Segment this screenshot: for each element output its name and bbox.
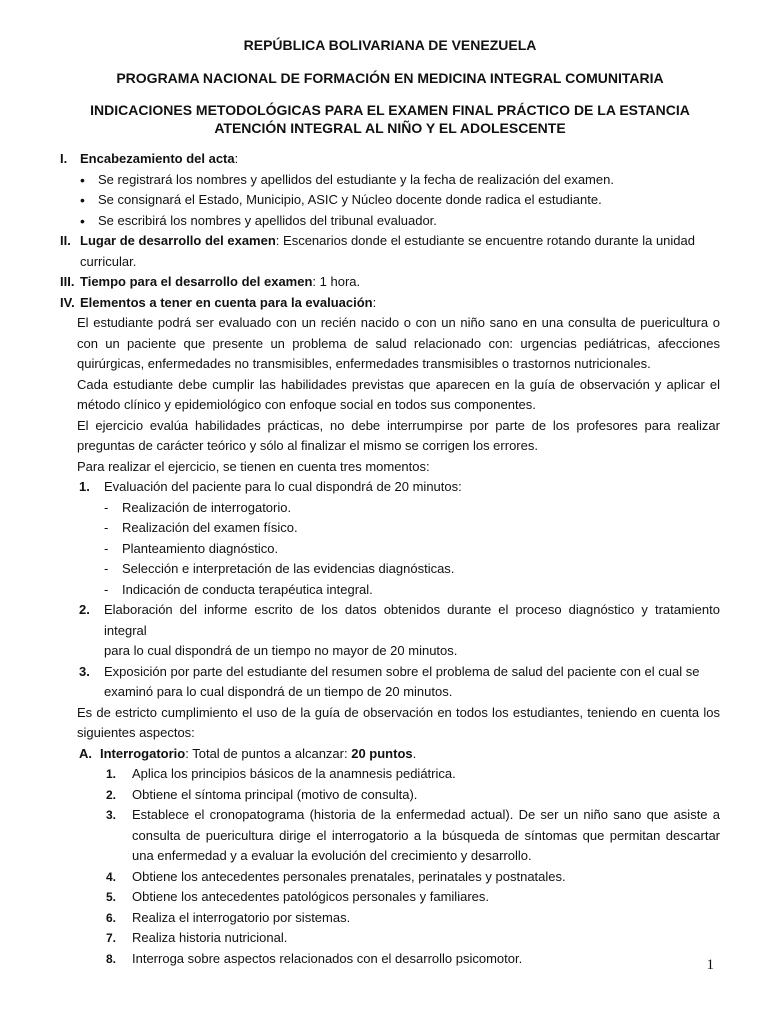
- item-text: Aplica los principios básicos de la anamnesis pediátrica.: [132, 766, 456, 781]
- item-text: Establece el cronopatograma (historia de la enfermedad actual). De ser un niño sano que asiste a consulta de puericultura dirige el interrogatorio a la búsqueda de síntomas que permitan descartar una enfermedad y a evaluar la evolución del crecimiento y desarrollo.: [132, 807, 720, 863]
- list-item: [60, 928, 720, 949]
- subsection-a-points: 20 puntos: [351, 745, 413, 761]
- list-item: [60, 908, 720, 929]
- dash-text: Planteamiento diagnóstico.: [122, 540, 279, 556]
- item-text: Interroga sobre aspectos relacionados con el desarrollo psicomotor.: [132, 950, 523, 966]
- subsection-a-letter: A.: [79, 745, 92, 761]
- dash-text: Selección e interpretación de las evidencias diagnósticas.: [122, 561, 455, 576]
- subsection-a: [60, 744, 720, 765]
- section-1-title: Encabezamiento del acta: [80, 151, 235, 166]
- section-4-suffix: :: [372, 294, 377, 310]
- item-text: Realiza historia nutricional.: [132, 930, 288, 945]
- list-item: [60, 887, 720, 908]
- section-2-text: : Escenarios donde el estudiante se encuentre rotando durante la unidad curricular.: [80, 233, 695, 269]
- item-number: 2.: [106, 787, 117, 802]
- list-item: [60, 785, 720, 806]
- bullet-item: • Se registrará los nombres y apellidos del estudiante y la fecha de realización del examen.: [60, 170, 720, 191]
- section-3: [60, 272, 720, 293]
- section-4-title: Elementos a tener en cuenta para la evaluación: [80, 294, 373, 310]
- section-4-number: IV.: [60, 294, 75, 310]
- step-item: [60, 477, 720, 498]
- dash-item: [60, 580, 720, 601]
- item-number: 1.: [106, 767, 117, 781]
- dash-mark: -: [104, 540, 109, 556]
- item-number: 8.: [106, 951, 117, 966]
- paragraph: Cada estudiante debe cumplir las habilidades previstas que aparecen en la guía de observación y aplicar el método clínico y epidemiológico con enfoque social en todos sus componentes.: [77, 376, 720, 412]
- paragraph: Es de estricto cumplimiento el uso de la guía de observación en todos los estudiantes, teniendo en cuenta los siguientes aspectos:: [77, 704, 720, 740]
- bullet-item: • Se escribirá los nombres y apellidos del tribunal evaluador.: [60, 211, 720, 232]
- dash-item: [60, 559, 720, 580]
- dash-mark: -: [104, 520, 109, 535]
- step-number: 3.: [79, 663, 90, 679]
- dash-item: [60, 518, 720, 539]
- section-1-number: I.: [60, 151, 68, 166]
- dash-text: Realización del examen físico.: [122, 520, 298, 535]
- list-item: [60, 764, 720, 785]
- paragraph: El estudiante podrá ser evaluado con un recién nacido o con un niño sano en una consulta de puericultura o con un paciente que presente un problema de salud relacionado con: urgencias pediátricas, afecciones quirúrgicas, enfermedades no transmisibles, enfermedades transmisibles o trastornos nutricionales.: [77, 315, 720, 371]
- section-3-text: : 1 hora.: [312, 274, 361, 289]
- step-text: Elaboración del informe escrito de los datos obtenidos durante el proceso diagnóstico y tratamiento integral: [104, 602, 720, 638]
- dash-item: [60, 498, 720, 519]
- item-number: 7.: [106, 931, 117, 945]
- list-item: [60, 949, 720, 970]
- step-text-continued: para lo cual dispondrá de un tiempo no mayor de 20 minutos.: [104, 643, 458, 658]
- dash-text: Realización de interrogatorio.: [122, 499, 292, 515]
- subsection-a-text: : Total de puntos a alcanzar:: [185, 745, 352, 761]
- step-text-continued: examinó para lo cual dispondrá de un tiempo de 20 minutos.: [104, 684, 453, 699]
- step-number: 2.: [79, 602, 90, 617]
- section-2-number: II.: [60, 233, 71, 248]
- section-3-title: Tiempo para el desarrollo del examen: [80, 274, 313, 289]
- item-number: 3.: [106, 808, 117, 822]
- header-title-line2: ATENCIÓN INTEGRAL AL NIÑO Y EL ADOLESCENTE: [214, 120, 566, 136]
- item-number: 5.: [106, 890, 117, 904]
- header-country: REPÚBLICA BOLIVARIANA DE VENEZUELA: [243, 37, 537, 53]
- subsection-a-end: .: [412, 745, 417, 761]
- step-text: Evaluación del paciente para lo cual dispondrá de 20 minutos:: [104, 479, 462, 494]
- step-number: 1.: [79, 479, 90, 494]
- dash-mark: -: [104, 499, 109, 515]
- dash-mark: -: [104, 561, 109, 576]
- header-program: PROGRAMA NACIONAL DE FORMACIÓN EN MEDICINA INTEGRAL COMUNITARIA: [116, 70, 664, 86]
- step-item: [60, 600, 720, 662]
- step-item: [60, 662, 720, 703]
- header-title-line1: INDICACIONES METODOLÓGICAS PARA EL EXAMEN FINAL PRÁCTICO DE LA ESTANCIA: [90, 102, 690, 118]
- section-1: [60, 149, 720, 170]
- paragraph: Para realizar el ejercicio, se tienen en cuenta tres momentos:: [77, 458, 430, 474]
- section-1-suffix: :: [234, 151, 239, 166]
- dash-mark: -: [104, 581, 109, 597]
- list-item: [60, 867, 720, 888]
- section-2: [60, 231, 720, 272]
- section-1-bullets: [60, 170, 720, 232]
- item-number: 6.: [106, 910, 117, 925]
- section-4: [60, 293, 720, 314]
- dash-text: Indicación de conducta terapéutica integral.: [122, 581, 373, 597]
- document-page: [60, 36, 720, 969]
- item-text: Obtiene los antecedentes personales prenatales, perinatales y postnatales.: [132, 868, 566, 884]
- page-number: 1: [706, 957, 714, 973]
- item-number: 4.: [106, 869, 117, 884]
- section-3-number: III.: [60, 274, 75, 289]
- step-text: Exposición por parte del estudiante del resumen sobre el problema de salud del paciente con el cual se: [104, 663, 700, 679]
- item-text: Obtiene el síntoma principal (motivo de consulta).: [132, 786, 418, 802]
- item-text: Realiza el interrogatorio por sistemas.: [132, 909, 351, 925]
- bullet-item: • Se consignará el Estado, Municipio, ASIC y Núcleo docente donde radica el estudiante.: [60, 190, 720, 211]
- paragraph: El ejercicio evalúa habilidades prácticas, no debe interrumpirse por parte de los profesores para realizar preguntas de carácter teórico y sólo al finalizar el mismo se corrigen los errores.: [77, 417, 720, 453]
- list-item: [60, 805, 720, 867]
- dash-item: [60, 539, 720, 560]
- section-2-title: Lugar de desarrollo del examen: [80, 233, 276, 248]
- item-text: Obtiene los antecedentes patológicos personales y familiares.: [132, 889, 489, 904]
- subsection-a-title: Interrogatorio: [100, 745, 186, 761]
